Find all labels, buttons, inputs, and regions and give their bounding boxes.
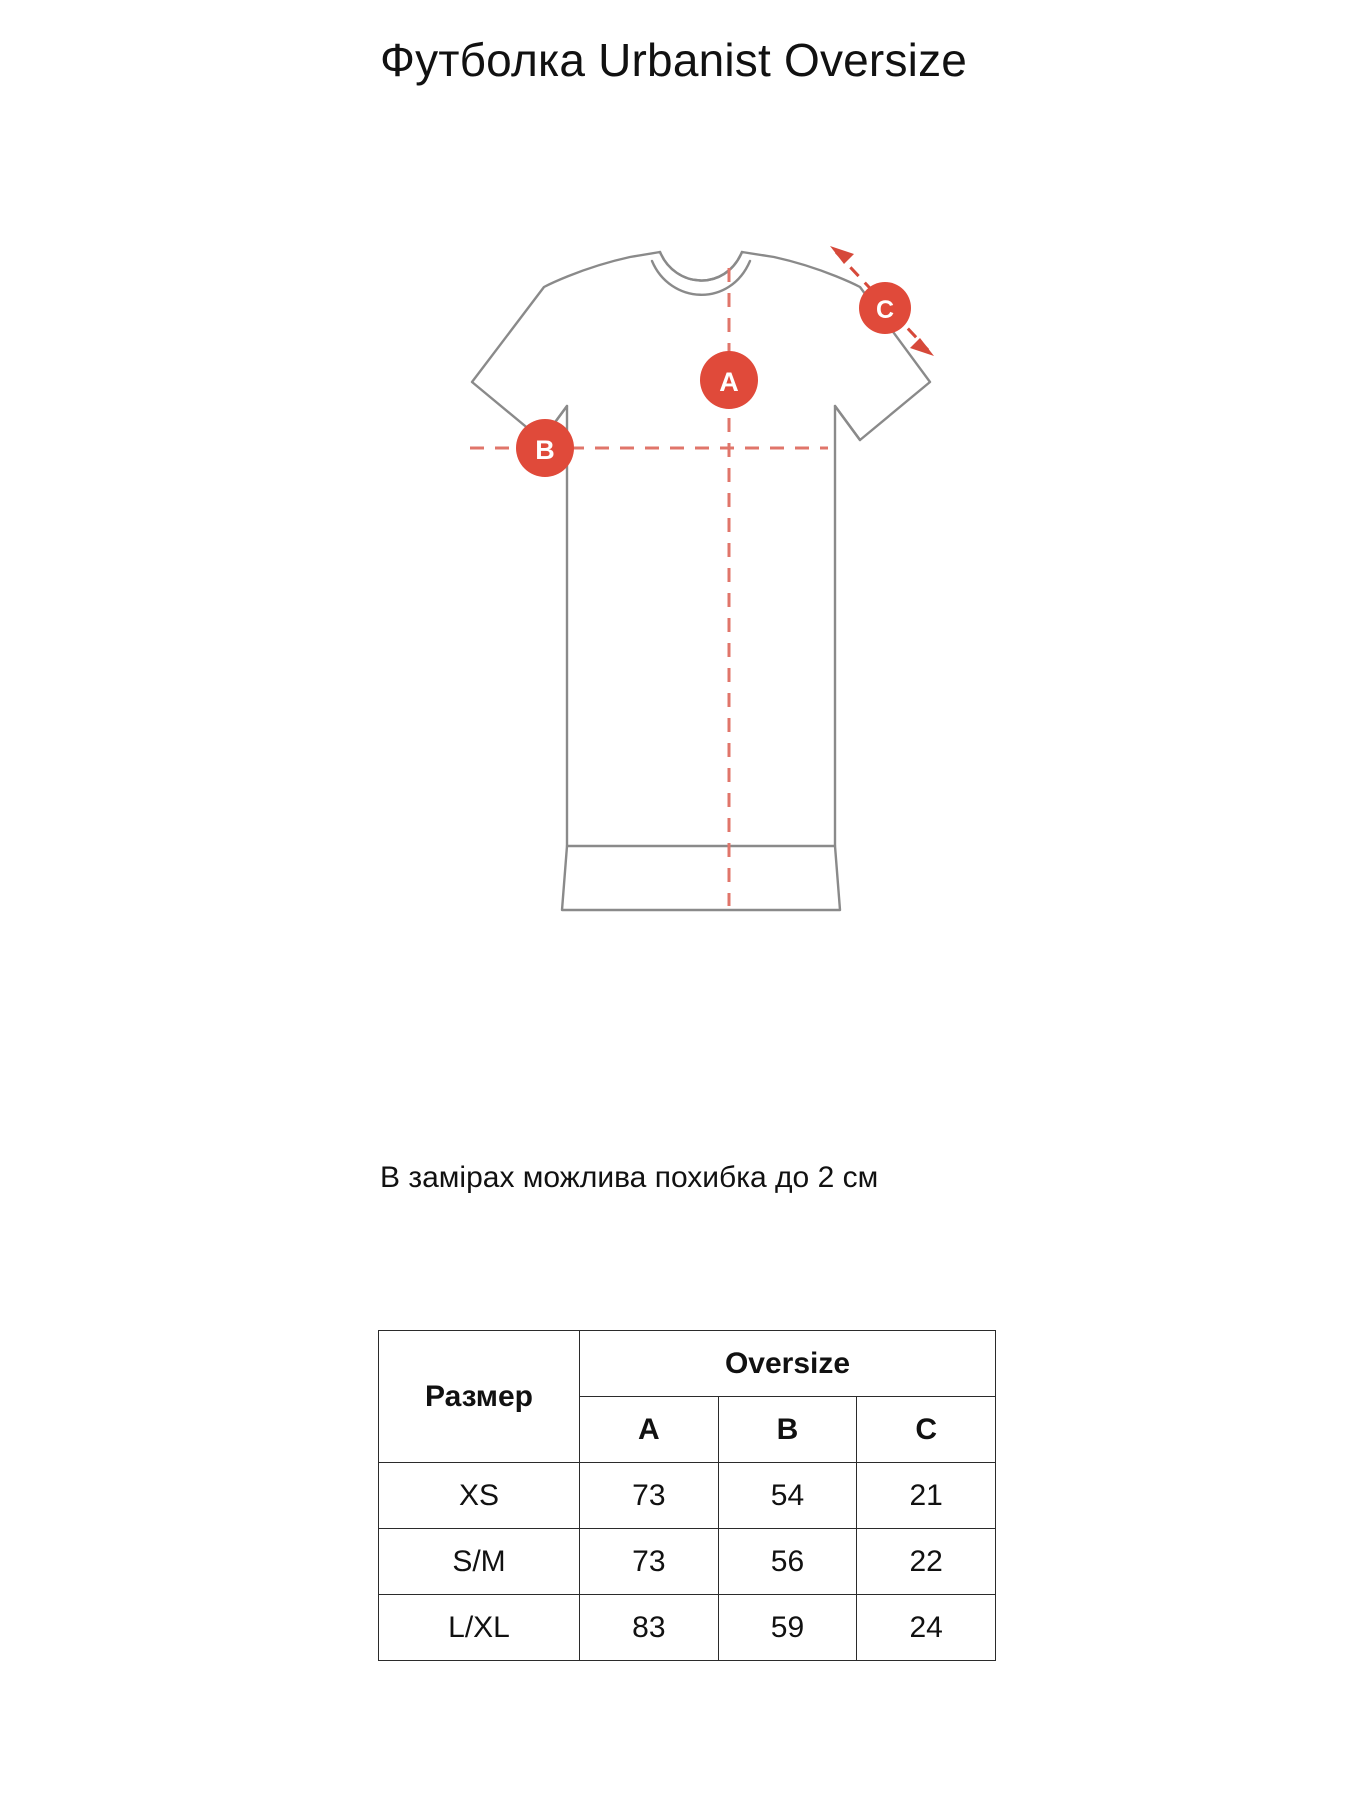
tshirt-measurement-illustration bbox=[330, 230, 1030, 950]
table-row bbox=[379, 1529, 996, 1595]
table-header-row-group bbox=[379, 1331, 996, 1397]
cell-size: XS bbox=[379, 1463, 580, 1529]
header-measure-c: C bbox=[857, 1397, 996, 1463]
cell-c: 24 bbox=[857, 1595, 996, 1661]
marker-a-group bbox=[700, 351, 758, 409]
cell-size: L/XL bbox=[379, 1595, 580, 1661]
cell-size: S/M bbox=[379, 1529, 580, 1595]
header-measure-a: A bbox=[580, 1397, 719, 1463]
page-title: Футболка Urbanist Oversize bbox=[380, 34, 968, 86]
cell-b: 59 bbox=[718, 1595, 857, 1661]
header-measure-b: B bbox=[718, 1397, 857, 1463]
marker-c-group bbox=[859, 282, 911, 334]
marker-c-label: C bbox=[875, 296, 895, 324]
header-size: Размер bbox=[379, 1331, 580, 1463]
size-chart-table bbox=[378, 1330, 996, 1661]
cell-b: 54 bbox=[718, 1463, 857, 1529]
header-group-oversize: Oversize bbox=[580, 1331, 996, 1397]
table-row bbox=[379, 1463, 996, 1529]
marker-b-group bbox=[516, 419, 574, 477]
marker-b-label: B bbox=[535, 435, 555, 465]
measurement-tolerance-note: В замірах можлива похибка до 2 см bbox=[380, 1161, 879, 1194]
cell-a: 73 bbox=[580, 1463, 719, 1529]
cell-c: 22 bbox=[857, 1529, 996, 1595]
cell-a: 83 bbox=[580, 1595, 719, 1661]
table-row bbox=[379, 1595, 996, 1661]
marker-a-label: A bbox=[719, 367, 739, 397]
cell-c: 21 bbox=[857, 1463, 996, 1529]
cell-b: 56 bbox=[718, 1529, 857, 1595]
cell-a: 73 bbox=[580, 1529, 719, 1595]
size-chart-container bbox=[378, 1330, 996, 1661]
